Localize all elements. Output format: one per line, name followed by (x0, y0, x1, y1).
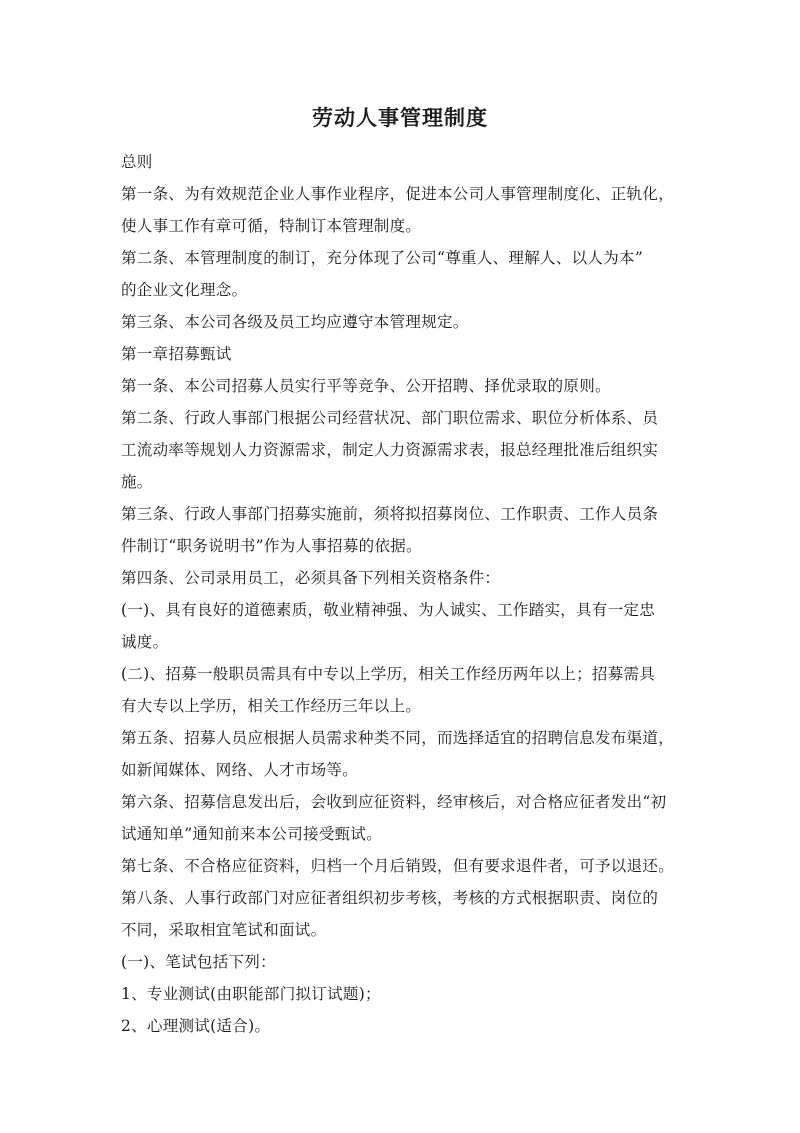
paragraph-line: 第五条、招募人员应根据人员需求种类不同，而选择适宜的招聘信息发布渠道， (121, 729, 675, 747)
paragraph-line: 不同，采取相宜笔试和面试。 (121, 921, 327, 939)
paragraph-line: (二)、招募一般职员需具有中专以上学历，相关工作经历两年以上；招募需具 (121, 665, 656, 683)
paragraph-line: 试通知单”通知前来本公司接受甄试。 (121, 825, 383, 843)
paragraph-line: 工流动率等规划人力资源需求，制定人力资源需求表，报总经理批准后组织实 (121, 441, 659, 459)
section-heading-general: 总则 (121, 153, 153, 171)
paragraph-line: 第三条、本公司各级及员工均应遵守本管理规定。 (121, 313, 469, 331)
document-title: 劳动人事管理制度 (312, 105, 488, 130)
paragraph-line: 第六条、招募信息发出后，会收到应征资料，经审核后，对合格应征者发出“初 (121, 793, 667, 811)
paragraph-line: 第三条、行政人事部门招募实施前，须将拟招募岗位、工作职责、工作人员条 (121, 505, 659, 523)
chapter-heading: 第一章招募甄试 (121, 345, 232, 363)
paragraph-line: 第一条、本公司招募人员实行平等竞争、公开招聘、择优录取的原则。 (121, 377, 611, 395)
paragraph-line: 的企业文化理念。 (121, 281, 248, 299)
paragraph-line: 1、专业测试(由职能部门拟订试题)； (121, 985, 381, 1003)
paragraph-line: (一)、具有良好的道德素质，敬业精神强、为人诚实、工作踏实，具有一定忠 (121, 601, 656, 619)
paragraph-line: 2、心理测试(适合)。 (121, 1017, 271, 1035)
paragraph-line: 第七条、不合格应征资料，归档一个月后销毁，但有要求退件者，可予以退还。 (121, 857, 675, 875)
paragraph-line: 有大专以上学历，相关工作经历三年以上。 (121, 697, 422, 715)
paragraph-line: 第一条、为有效规范企业人事作业程序，促进本公司人事管理制度化、正轨化， (121, 185, 675, 203)
paragraph-line: 第二条、行政人事部门根据公司经营状况、部门职位需求、职位分析体系、员 (121, 409, 659, 427)
paragraph-line: 第四条、公司录用员工，必须具备下列相关资格条件： (121, 569, 501, 587)
paragraph-line: (一)、笔试包括下列： (121, 953, 276, 971)
paragraph-line: 诚度。 (121, 633, 169, 651)
paragraph-line: 施。 (121, 473, 153, 491)
paragraph-line: 如新闻媒体、网络、人才市场等。 (121, 761, 359, 779)
paragraph-line: 第八条、人事行政部门对应征者组织初步考核，考核的方式根据职责、岗位的 (121, 889, 659, 907)
paragraph-line: 使人事工作有章可循，特制订本管理制度。 (121, 217, 422, 235)
paragraph-line: 第二条、本管理制度的制订，充分体现了公司“尊重人、理解人、以人为本” (121, 249, 644, 267)
paragraph-line: 件制订“职务说明书”作为人事招募的依据。 (121, 537, 422, 555)
document-body (121, 146, 693, 1042)
